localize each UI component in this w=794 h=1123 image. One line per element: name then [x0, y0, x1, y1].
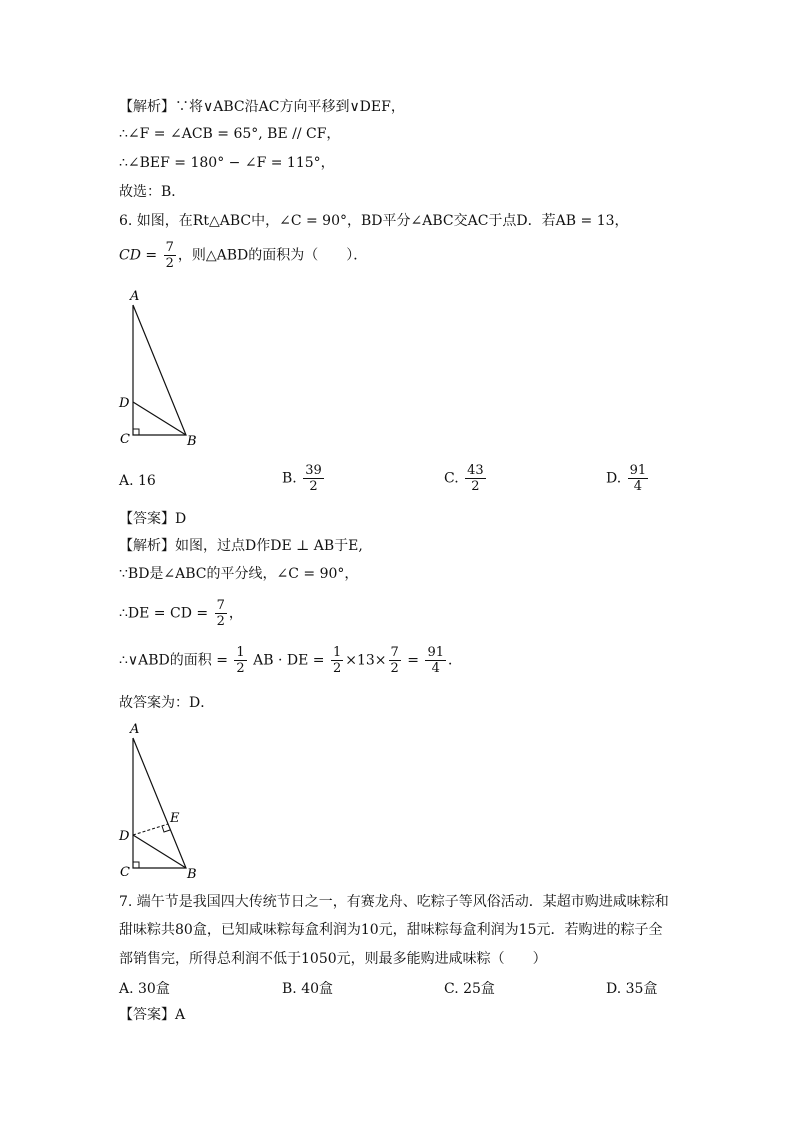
q5-analysis-line-2: ∴∠F = ∠ACB = 65°, BE // CF， — [119, 126, 341, 142]
cd-suffix: ，则△ABD的面积为（ ）． — [177, 247, 368, 264]
q5-answer-choice: 故选：B． — [119, 184, 186, 200]
q6-solution-line-5: 故答案为：D． — [119, 695, 215, 711]
label-b: B — [187, 434, 197, 449]
q6-solution-line-1: 【解析】如图，过点D作DE ⊥ AB于E, — [119, 538, 363, 554]
q6-option-d: D. $\frac{91}{4}$ — [606, 463, 647, 494]
q7-option-a: A. 30盒 — [119, 981, 170, 997]
label-d: D — [119, 829, 130, 844]
q7-stem-2: 甜味粽共80盒，已知咸味粽每盒利润为10元，甜味粽每盒利润为15元．若购进的粽子全 — [119, 922, 663, 938]
cd-fraction: $\frac{7}{2}$ — [165, 240, 174, 271]
analysis-tag: 【解析】 — [119, 99, 175, 115]
analysis-text: ∵将∨ABC沿AC方向平移到∨DEF， — [175, 99, 405, 115]
q6-option-a: A. 16 — [119, 473, 156, 489]
q7-option-c: C. 25盒 — [444, 981, 495, 997]
q7-stem-3: 部销售完，所得总利润不低于1050元，则最多能购进咸味粽（ ） — [119, 951, 547, 967]
q7-answer: 【答案】A — [119, 1007, 186, 1023]
triangle-figure-2 — [110, 718, 210, 883]
label-a: A — [130, 289, 140, 304]
q6-stem-line-2 — [119, 240, 367, 271]
cd-prefix: CD = — [119, 247, 158, 264]
q7-option-b: B. 40盒 — [282, 981, 334, 997]
label-a: A — [130, 722, 140, 737]
label-e: E — [170, 811, 180, 826]
triangle-figure-1 — [110, 285, 210, 450]
label-b: B — [187, 867, 197, 882]
q6-solution-line-4: ∴∨ABD的面积 = $\frac{1}{2}$ AB · DE = $\frac{1}{2}$ ×13× $\frac{7}{2}$ = $\frac{91}{4}$ ． — [119, 645, 463, 676]
q6-answer: 【答案】D — [119, 511, 187, 527]
q6-option-b: B. $\frac{39}{2}$ — [282, 463, 322, 494]
q6-solution-line-3: ∴DE = CD = $\frac{7}{2}$ ， — [119, 598, 243, 629]
q7-option-d: D. 35盒 — [606, 981, 658, 997]
q6-option-c: C. $\frac{43}{2}$ — [444, 463, 484, 494]
label-d: D — [119, 396, 130, 411]
q5-analysis-line-3: ∴∠BEF = 180° − ∠F = 115°， — [119, 155, 335, 171]
q7-stem-1: 7. 端午节是我国四大传统节日之一，有赛龙舟、吃粽子等风俗活动．某超市购进咸味粽和 — [119, 894, 669, 910]
q6-solution-line-2: ∵BD是∠ABC的平分线，∠C = 90°， — [119, 566, 359, 582]
label-c: C — [120, 432, 130, 447]
q6-stem: 6. 如图，在Rt△ABC中，∠C = 90°，BD平分∠ABC交AC于点D．若AB = 13， — [119, 213, 629, 229]
q5-analysis-line-1 — [119, 98, 405, 116]
label-c: C — [120, 865, 130, 880]
